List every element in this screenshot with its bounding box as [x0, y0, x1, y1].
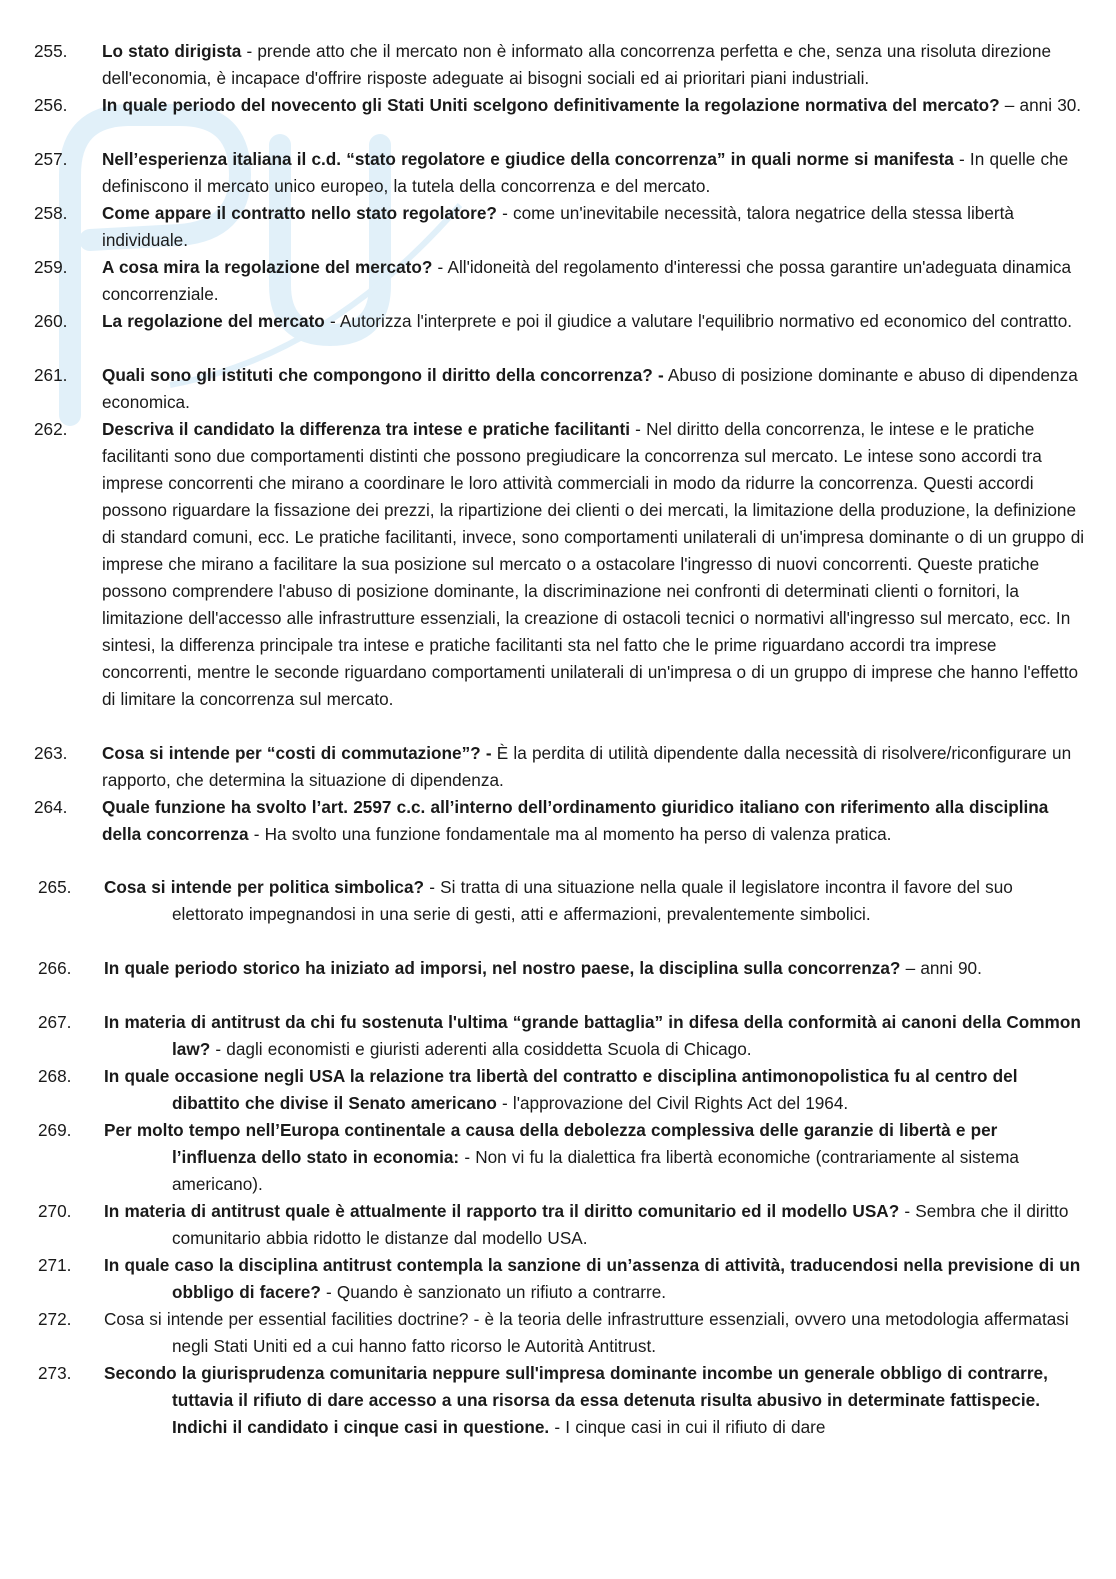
item-answer: - l'approvazione del Civil Rights Act del 1964.	[496, 1093, 849, 1113]
item-answer: - Non vi fu la dialettica fra libertà economiche (contrariamente al sistema americano).	[172, 1147, 1019, 1194]
item-question: In quale caso la disciplina antitrust contempla la sanzione di un’assenza di attività, traducendosi nella previsione di un obbligo di facere?	[104, 1255, 1081, 1302]
item-number: 266.	[38, 958, 72, 978]
item-number: 255.	[34, 41, 68, 61]
item-answer: - come un'inevitabile necessità, talora negatrice della stessa libertà individuale.	[102, 203, 1014, 250]
list-item	[38, 1009, 1084, 1063]
item-answer: - Ha svolto una funzione fondamentale ma al momento ha perso di valenza pratica.	[248, 824, 892, 844]
list-item	[34, 362, 1088, 416]
list-item	[34, 794, 1088, 848]
item-number: 261.	[34, 365, 68, 385]
item-number: 265.	[38, 877, 72, 897]
item-number: 256.	[34, 95, 68, 115]
list-item	[34, 740, 1088, 794]
list-item	[34, 416, 1088, 713]
item-question: Come appare il contratto nello stato regolatore?	[102, 203, 497, 223]
item-answer: - In quelle che definiscono il mercato unico europeo, la tutela della concorrenza e del mercato.	[102, 149, 1069, 196]
item-answer: – anni 90.	[900, 958, 982, 978]
item-number: 267.	[38, 1012, 72, 1032]
item-number: 269.	[38, 1120, 72, 1140]
list-item	[38, 1198, 1084, 1252]
list-item	[34, 92, 1088, 119]
list-item	[34, 308, 1088, 335]
item-question: Descriva il candidato la differenza tra intese e pratiche facilitanti	[102, 419, 630, 439]
item-answer: Cosa si intende per essential facilities doctrine? - è la teoria delle infrastrutture essenziali, ovvero una metodologia affermatasi negli Stati Uniti ed a cui hanno fatto ricorso le Autorità Antitrust.	[104, 1309, 1069, 1356]
item-answer: - Sembra che il diritto comunitario abbia ridotto le distanze dal modello USA.	[172, 1201, 1069, 1248]
item-question: In materia di antitrust da chi fu sostenuta l'ultima “grande battaglia” in difesa della conformità ai canoni della Common law?	[104, 1012, 1081, 1059]
item-answer: – anni 30.	[999, 95, 1082, 115]
item-answer: - Autorizza l'interprete e poi il giudice a valutare l'equilibrio normativo ed economico del contratto.	[324, 311, 1073, 331]
list-item	[34, 254, 1088, 308]
item-number: 263.	[34, 743, 68, 763]
item-question: La regolazione del mercato	[102, 311, 325, 331]
item-answer: - prende atto che il mercato non è informato alla concorrenza perfetta e che, senza una risoluta direzione dell'economia, è incapace d'offrire risposte adeguate ai bisogni sociali ed ai prioritari piani industriali.	[102, 41, 1052, 88]
item-number: 270.	[38, 1201, 72, 1221]
item-question: In quale occasione negli USA la relazione tra libertà del contratto e disciplina antimonopolistica fu al centro del dibattito che divise il Senato americano	[104, 1066, 1018, 1113]
list-item	[38, 1252, 1084, 1306]
item-question: Per molto tempo nell’Europa continentale a causa della debolezza complessiva delle garanzie di libertà e per l’influenza dello stato in economia:	[104, 1120, 998, 1167]
item-question: Quali sono gli istituti che compongono il diritto della concorrenza? -	[102, 365, 664, 385]
list-item	[34, 38, 1088, 92]
list-item	[38, 1117, 1084, 1198]
list-item	[38, 1360, 1084, 1441]
item-number: 262.	[34, 419, 68, 439]
list-item	[34, 146, 1088, 200]
item-question: In quale periodo storico ha iniziato ad imporsi, nel nostro paese, la disciplina sulla concorrenza?	[104, 958, 901, 978]
item-question: Lo stato dirigista	[102, 41, 242, 61]
item-answer: - Si tratta di una situazione nella quale il legislatore incontra il favore del suo elettorato impegnandosi in una serie di gesti, atti e affermazioni, prevalentemente simbolici.	[172, 877, 1013, 924]
list-item	[34, 200, 1088, 254]
item-number: 273.	[38, 1363, 72, 1383]
item-question: In materia di antitrust quale è attualmente il rapporto tra il diritto comunitario ed il modello USA?	[104, 1201, 900, 1221]
item-answer: - dagli economisti e giuristi aderenti alla cosiddetta Scuola di Chicago.	[210, 1039, 752, 1059]
item-question: Cosa si intende per “costi di commutazione”? -	[102, 743, 492, 763]
item-question: Secondo la giurisprudenza comunitaria neppure sull'impresa dominante incombe un generale obbligo di contrarre, tuttavia il rifiuto di dare accesso a una risorsa da essa detenuta risulta abusivo in determinate fattispecie. Indichi il candidato i cinque casi in questione.	[104, 1363, 1048, 1437]
item-answer: - All'idoneità del regolamento d'interessi che possa garantire un'adeguata dinamica concorrenziale.	[102, 257, 1072, 304]
item-answer: - Quando è sanzionato un rifiuto a contrarre.	[320, 1282, 667, 1302]
list-item	[38, 874, 1084, 928]
list-item	[38, 1063, 1084, 1117]
item-number: 258.	[34, 203, 68, 223]
item-number: 268.	[38, 1066, 72, 1086]
item-number: 264.	[34, 797, 68, 817]
item-number: 271.	[38, 1255, 72, 1275]
list-item	[38, 955, 1084, 982]
list-item	[38, 1306, 1084, 1360]
item-question: In quale periodo del novecento gli Stati Uniti scelgono definitivamente la regolazione normativa del mercato?	[102, 95, 1000, 115]
item-answer: Abuso di posizione dominante e abuso di dipendenza economica.	[102, 365, 1078, 412]
item-answer: È la perdita di utilità dipendente dalla necessità di risolvere/riconfigurare un rapporto, che determina la situazione di dipendenza.	[102, 743, 1072, 790]
item-answer: - Nel diritto della concorrenza, le intese e le pratiche facilitanti sono due comportamenti distinti che possono pregiudicare la concorrenza sul mercato. Le intese sono accordi tra imprese concorrenti che mirano a coordinare le loro attività commerciali in modo da ridurre la concorrenza. Questi accordi possono riguardare la fissazione dei prezzi, la ripartizione dei clienti o dei mercati, la limitazione della produzione, la definizione di standard comuni, ecc. Le pratiche facilitanti, invece, sono comportamenti unilaterali di un'impresa dominante o di un gruppo di imprese che mirano a facilitare la sua posizione sul mercato o a ostacolare l'ingresso di nuovi concorrenti. Queste pratiche possono comprendere l'abuso di posizione dominante, la discriminazione nei confronti di determinati clienti o fornitori, la limitazione dell'accesso alle infrastrutture essenziali, la creazione di ostacoli tecnici o normativi all'ingresso sul mercato, ecc. In sintesi, la differenza principale tra intese e pratiche facilitanti sta nel fatto che le prime riguardano accordi tra imprese concorrenti, mentre le seconde riguardano comportamenti unilaterali di un'impresa o di un gruppo di imprese che hanno l'effetto di limitare la concorrenza sul mercato.	[102, 419, 1085, 709]
item-question: A cosa mira la regolazione del mercato?	[102, 257, 433, 277]
item-number: 257.	[34, 149, 68, 169]
item-number: 259.	[34, 257, 68, 277]
item-question: Quale funzione ha svolto l’art. 2597 c.c. all’interno dell’ordinamento giuridico italiano con riferimento alla disciplina della concorrenza	[102, 797, 1049, 844]
item-number: 272.	[38, 1309, 72, 1329]
item-question: Nell’esperienza italiana il c.d. “stato regolatore e giudice della concorrenza” in quali norme si manifesta	[102, 149, 954, 169]
item-answer: - I cinque casi in cui il rifiuto di dare	[549, 1417, 826, 1437]
item-number: 260.	[34, 311, 68, 331]
item-question: Cosa si intende per politica simbolica?	[104, 877, 425, 897]
